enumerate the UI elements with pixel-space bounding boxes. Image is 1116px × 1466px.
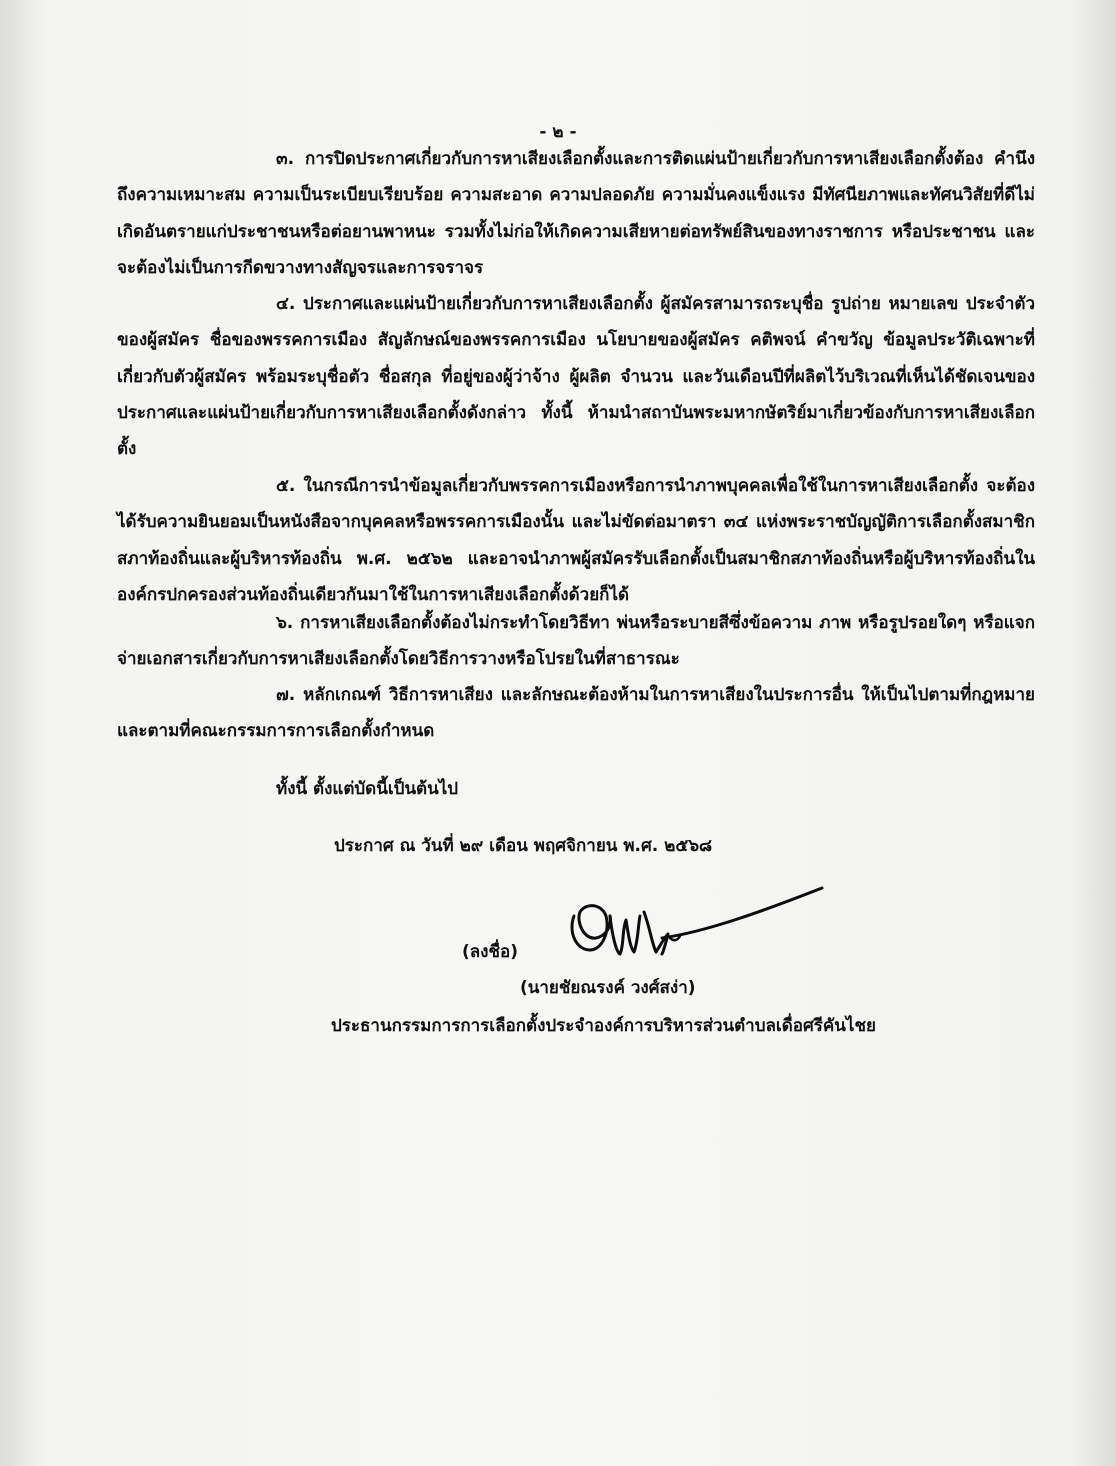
clause-6-body: หรือแจกจ่ายเอกสารเกี่ยวกับการหาเสียงเลือกตั้งโดยวิธีการวางหรือโปรยในที่สาธารณะ: [117, 613, 1036, 670]
clause-6: [117, 605, 1035, 678]
clause-7-body: ให้เป็นไปตามที่กฎหมายและตามที่คณะกรรมการการเลือกตั้งกำหนด: [117, 685, 1035, 742]
signer-title: ประธานกรรมการการเลือกตั้งประจำองค์การบริหารส่วนตำบลเดื่อศรีคันไชย: [331, 1016, 876, 1036]
clause-3-lead: ๓. การปิดประกาศเกี่ยวกับการหาเสียงเลือกตั้งและการติดแผ่นป้ายเกี่ยวกับการหาเสียงเลือกตั้งต้อง: [276, 149, 984, 169]
clause-5: [117, 468, 1035, 613]
clause-7: [117, 677, 1035, 750]
announcement-date: ประกาศ ณ วันที่ ๒๙ เดือน พฤศจิกายน พ.ศ. ๒๕๖๘: [334, 836, 713, 856]
clause-5-body: จะต้องได้รับความยินยอมเป็นหนังสือจากบุคคลหรือพรรคการเมืองนั้น และไม่ขัดต่อมาตรา ๓๔ แห่งพระราชบัญญัติการเลือกตั้งสมาชิกสภาท้องถิ่นและผู้บริหารท้องถิ่น พ.ศ. ๒๕๖๒ และอาจนำภาพผู้สมัครรับเลือกตั้งเป็นสมาชิกสภาท้องถิ่นหรือผู้บริหารท้องถิ่นในองค์กรปกครองส่วนท้องถิ่นเดียวกันมาใช้ในการหาเสียงเลือกตั้งด้วยก็ได้: [117, 476, 1036, 605]
clause-7-lead: ๗. หลักเกณฑ์ วิธีการหาเสียง และลักษณะต้องห้ามในการหาเสียงในประการอื่น: [276, 685, 854, 705]
clause-4-body: ประจำตัวของผู้สมัคร ชื่อของพรรคการเมือง สัญลักษณ์ของพรรคการเมือง นโยบายของผู้สมัคร คติพจน์ คำขวัญ ข้อมูลประวัติเฉพาะที่เกี่ยวกับตัวผู้สมัคร พร้อมระบุชื่อตัว ชื่อสกุล ที่อยู่ของผู้ว่าจ้าง ผู้ผลิต จำนวน และวันเดือนปีที่ผลิตไว้บริเวณที่เห็นได้ชัดเจนของประกาศและแผ่นป้ายเกี่ยวกับการหาเสียงเลือกตั้งดังกล่าว ทั้งนี้ ห้ามนำสถาบันพระมหากษัตริย์มาเกี่ยวข้องกับการหาเสียงเลือกตั้ง: [117, 294, 1035, 460]
handwritten-signature: [566, 876, 828, 968]
closing-statement: ทั้งนี้ ตั้งแต่บัดนี้เป็นต้นไป: [276, 779, 459, 799]
clause-3: [117, 141, 1035, 286]
clause-5-lead: ๕. ในกรณีการนำข้อมูลเกี่ยวกับพรรคการเมืองหรือการนำภาพบุคคลเพื่อใช้ในการหาเสียงเลือกตั้ง: [276, 476, 979, 496]
signature-label: (ลงชื่อ): [462, 942, 519, 962]
clause-3-body: คำนึงถึงความเหมาะสม ความเป็นระเบียบเรียบร้อย ความสะอาด ความปลอดภัย ความมั่นคงแข็งแรง มีทัศนียภาพและทัศนวิสัยที่ดีไม่เกิดอันตรายแก่ประชาชนหรือต่อยานพาหนะ รวมทั้งไม่ก่อให้เกิดความเสียหายต่อทรัพย์สินของทางราชการ หรือประชาชน และจะต้องไม่เป็นการกีดขวางทางสัญจรและการจราจร: [117, 149, 1035, 278]
signer-name: (นายชัยณรงค์ วงศ์สง่า): [520, 978, 696, 998]
page-number: - ๒ -: [539, 122, 577, 142]
clause-4: [117, 286, 1035, 467]
clause-6-lead: ๖. การหาเสียงเลือกตั้งต้องไม่กระทำโดยวิธีทา พ่นหรือระบายสีซึ่งข้อความ ภาพ หรือรูปรอยใดๆ: [276, 613, 967, 633]
clause-4-lead: ๔. ประกาศและแผ่นป้ายเกี่ยวกับการหาเสียงเลือกตั้ง ผู้สมัครสามารถระบุชื่อ รูปถ่าย หมายเลข: [276, 294, 959, 314]
